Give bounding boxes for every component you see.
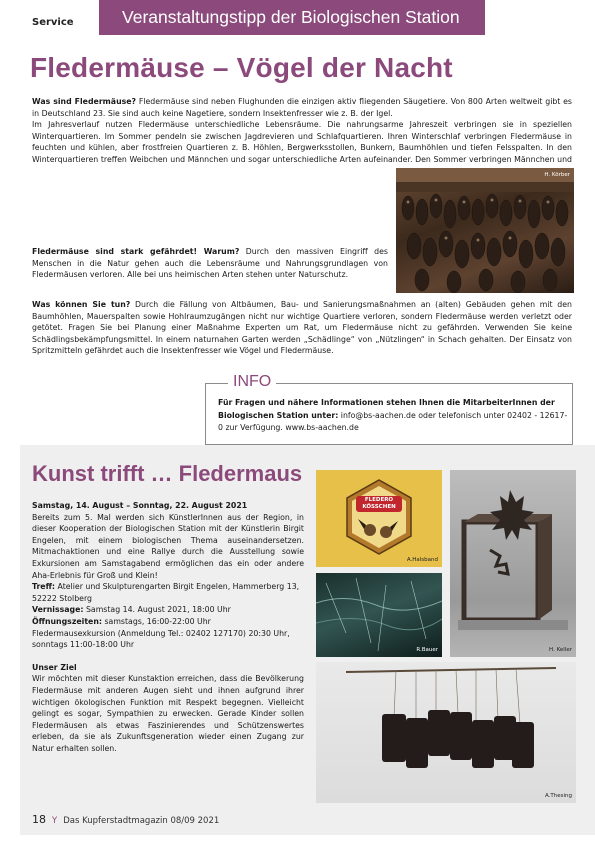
info-lead: Für Fragen und nähere Informationen stehen Ihnen die MitarbeiterInnen der Biologischen Station unter: [218, 398, 555, 420]
paragraph-what-can-you-do [32, 299, 572, 357]
article-title: Fledermäuse – Vögel der Nacht [30, 52, 453, 83]
frame-sculpture-illustration [450, 470, 576, 657]
artwork-bauer-photo [316, 573, 442, 657]
hanging-objects-illustration [316, 662, 576, 803]
info-contact: info@bs-aachen.de oder telefonisch unter 02402 - 12617-0 zur Verfügung. www.bs-aachen.de [218, 410, 568, 432]
treff-value: Atelier und Skulpturengarten Birgit Engelen, Hammerberg 13, 52222 Stolberg [32, 582, 300, 603]
paragraph-text: Fledermäuse sind neben Flughunden die einzigen aktiv fliegenden Säugetiere. Von 800 Arten weltweit gibt es in Deutschland 23. Sie sind auch keine Nagetiere, sondern Insektenfresser wie z. B. der Igel. [32, 97, 572, 118]
photo-credit: R.Bauer [416, 647, 438, 653]
page-footer [32, 813, 219, 826]
photo-credit: H. Körber [544, 172, 570, 178]
event-excursion: Fledermausexkursion (Anmeldung Tel.: 02402 127170) 20:30 Uhr, sonntags 11:00-18:00 Uhr [32, 628, 290, 650]
event-opening-hours [32, 616, 304, 628]
paragraph-text: Durch die Fällung von Altbäumen, Bau- und Sanierungsmaßnahmen an (alten) Gebäuden gehen mit den Baumhöhlen, Mauerspalten sowie Hohlraumzugängen nicht nur wichtige Quartiere verloren, sondern Fledermäuse werden verletzt oder getötet. Fragen Sie bei Planung einer Maßnahme Experten um Rat, um Fledermäuse nicht zu gefährden. Verwenden Sie keine Schädlingsbekämpfungsmittel. In einem naturnahen Garten werden „Schädlinge“ von „Nützlingen“ in Schach gehalten. Der Einsatz von Spritzmitteln gefährdet auch die Insektenfresser wie Vögel und Fledermäuse. [32, 300, 572, 356]
bat-colony-illustration [396, 168, 574, 293]
event-date: Samstag, 14. August – Sonntag, 22. August 2021 [32, 501, 248, 510]
photo-credit: A.Halsband [406, 557, 438, 563]
magazine-logo-icon: Y [52, 816, 58, 826]
vernissage-label: Vernissage: [32, 605, 84, 615]
habitats-top: Im Jahresverlauf nutzen Fledermäuse unterschiedliche Lebensräume. Die nahrungsarme Jahreszeit verbringen sie in speziellen Winterquartieren. Im Sommer pendeln sie zwischen Jagdrevieren und Schlafquartieren. Ihren Winterschlaf verbringen Fledermäuse in feuchten und kühlen, aber frostfreien Quartieren z. B. Höhlen, Bergwerksstollen, Bunkern, Baumhöhlen und tiefen Felsspalten. In den Winterquartieren treffen Weibchen und Männchen und sogar unterschiedliche Arten aufeinander. Den Sommer verbringen Männchen und [32, 120, 572, 164]
paragraph-text: Durch den massiven Eingriff des Menschen in die Natur gehen auch die Lebensräume und Nahrungsgrundlagen von Fledermäusen verloren. Alle bei uns heimischen Arten stehen unter Naturschutz. [32, 247, 388, 280]
section-label: Service [32, 17, 74, 28]
section-banner: Veranstaltungstipp der Biologischen Station [99, 0, 485, 35]
opening-value: samstags, 16:00-22:00 Uhr [102, 616, 211, 626]
package-line2: KÖSSCHEN [362, 503, 396, 510]
dark-painting-illustration [316, 573, 442, 657]
artwork-thesing-photo [316, 662, 576, 803]
package-line1: FLEDERO [364, 497, 394, 503]
lead-question: Was sind Fledermäuse? [32, 97, 137, 106]
event-intro: Bereits zum 5. Mal werden sich KünstlerInnen aus der Region, in dieser Kooperation der Biologischen Station mit der Künstlerin Birgit Engelen, mit einem biologischen Thema auseinandersetzen. Mitmachaktionen und eine Rallye durch die Ausstellung sowie Exkursionen am Samstagabend ermöglichen das ein oder andere Aha-Erlebnis für Groß und Klein! [32, 512, 304, 580]
artwork-halsband-photo [316, 470, 442, 567]
lead-endangered: Fledermäuse sind stark gefährdet! Warum? [32, 247, 240, 256]
event-vernissage [32, 604, 304, 616]
vernissage-value: Samstag 14. August 2021, 18:00 Uhr [83, 605, 231, 615]
package-label [356, 497, 402, 510]
paragraph-habitats [32, 119, 572, 169]
info-label: INFO [228, 373, 276, 391]
goal-text: Wir möchten mit dieser Kunstaktion erreichen, dass die Bevölkerung Fledermäuse mit anderen Augen sieht und ihnen aufgrund ihrer wichtigen ökologischen Funktion mit Respekt begegnen. Vielleicht gelingt es sogar, Sympathien zu erwecken. Gerade Kinder sollen Fledermäusen als etwas Faszinierendes und Schützenswertes erleben, da sie als Zukunftsgeneration wieder einen Zugang zur Natur erhalten sollen. [32, 674, 304, 753]
event-title: Kunst trifft … Fledermaus [32, 461, 303, 486]
artwork-keller-photo [450, 470, 576, 657]
info-text [218, 397, 568, 435]
photo-credit: A.Thesing [544, 793, 572, 799]
page-number: 18 [32, 813, 46, 826]
event-details [32, 500, 304, 754]
goal-heading: Unser Ziel [32, 662, 77, 672]
hexagon-package-illustration [316, 470, 442, 567]
event-location [32, 581, 304, 604]
paragraph-what-are-bats [32, 96, 572, 119]
opening-label: Öffnungszeiten: [32, 616, 103, 626]
bat-colony-photo [396, 168, 574, 293]
treff-label: Treff: [32, 582, 56, 592]
photo-credit: H. Keller [549, 647, 572, 653]
paragraph-endangered [32, 246, 388, 281]
magazine-name: Das Kupferstadtmagazin 08/09 2021 [63, 816, 220, 826]
lead-what-can-you-do: Was können Sie tun? [32, 300, 131, 309]
